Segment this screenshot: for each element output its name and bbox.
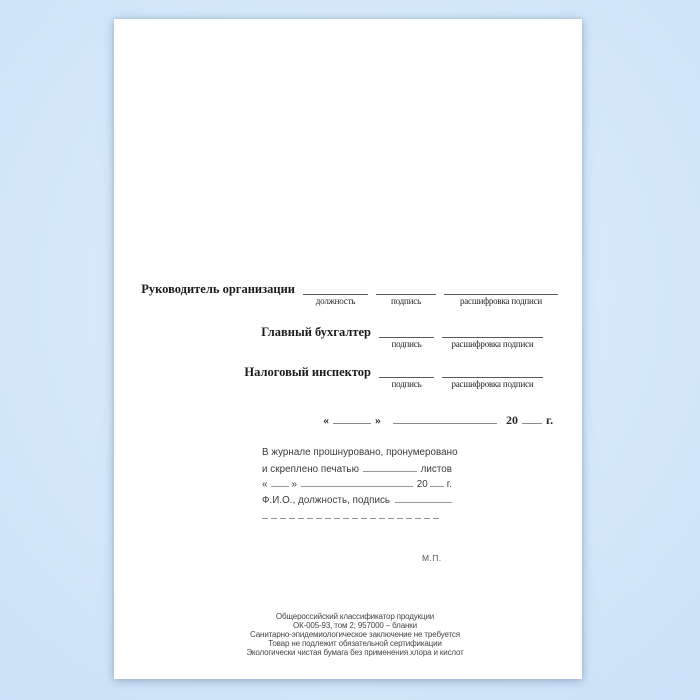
dashed-fill-line xyxy=(262,518,439,520)
date-line xyxy=(323,413,553,428)
note-text: листов xyxy=(420,463,452,475)
signature-blank xyxy=(376,283,436,306)
footer-line: Экологически чистая бумага без применения хлора и кислот xyxy=(246,648,464,657)
month-fill-line xyxy=(301,478,413,487)
note-line-1 xyxy=(262,447,458,463)
signature-row-director xyxy=(114,283,558,306)
signature-role-label: Налоговый инспектор xyxy=(244,365,371,379)
position-blank xyxy=(303,283,368,306)
note-text: и скреплено печатью xyxy=(262,463,359,475)
document-page xyxy=(114,19,582,679)
footer-classifier-block xyxy=(121,612,589,657)
note-text: Ф.И.О., должность, подпись xyxy=(262,494,391,506)
fill-line xyxy=(442,326,543,338)
signature-role-label: Руководитель организации xyxy=(141,282,295,296)
year-mark-label: г. xyxy=(546,413,554,427)
month-fill-line xyxy=(393,413,497,424)
year-fill-line xyxy=(430,478,444,487)
fill-line xyxy=(444,283,558,295)
blank-caption: расшифровка подписи xyxy=(459,296,543,306)
signature-row-chief-accountant xyxy=(114,326,543,349)
open-quote: « xyxy=(262,479,268,490)
blank-caption: расшифровка подписи xyxy=(451,379,534,389)
note-text: В журнале прошнуровано, пронумеровано xyxy=(262,447,458,458)
day-fill-line xyxy=(333,413,371,424)
blank-caption: подпись xyxy=(391,296,421,306)
blank-caption: расшифровка подписи xyxy=(451,339,534,349)
blank-caption: должность xyxy=(315,296,356,306)
day-fill-line xyxy=(271,478,289,487)
fill-line xyxy=(303,283,368,295)
footer-line: Товар не подлежит обязательной сертификации xyxy=(268,639,442,648)
fill-line xyxy=(442,366,543,378)
close-quote: » xyxy=(375,413,381,427)
note-line-4 xyxy=(262,494,452,510)
blank-caption: подпись xyxy=(391,339,422,349)
open-quote: « xyxy=(323,413,329,427)
signature-transcript-blank xyxy=(442,366,543,389)
seal-place-mark: М.П. xyxy=(422,553,442,563)
fill-line xyxy=(379,326,434,338)
signature-blank xyxy=(379,366,434,389)
year-mark-label: г. xyxy=(446,479,452,490)
close-quote: » xyxy=(291,479,297,490)
name-fill-line xyxy=(395,494,452,503)
signature-blank xyxy=(379,326,434,349)
lacing-note xyxy=(262,447,458,520)
blank-caption: подпись xyxy=(391,379,422,389)
fill-line xyxy=(376,283,436,295)
year-fill-line xyxy=(522,413,542,424)
footer-line: Общероссийский классификатор продукции xyxy=(275,612,435,621)
footer-line: ОК-005-93, том 2; 957000 – бланки xyxy=(293,621,417,630)
sheets-count-fill-line xyxy=(363,463,417,472)
note-line-2 xyxy=(262,463,452,479)
note-line-3 xyxy=(262,478,452,494)
century-label: 20 xyxy=(416,479,428,490)
footer-line: Санитарно-эпидемиологическое заключение не требуется xyxy=(250,630,460,639)
signature-transcript-blank xyxy=(442,326,543,349)
signature-transcript-blank xyxy=(444,283,558,306)
century-label: 20 xyxy=(506,413,518,427)
signature-role-label: Главный бухгалтер xyxy=(261,325,371,339)
fill-line xyxy=(379,366,434,378)
signature-row-tax-inspector xyxy=(114,366,543,389)
